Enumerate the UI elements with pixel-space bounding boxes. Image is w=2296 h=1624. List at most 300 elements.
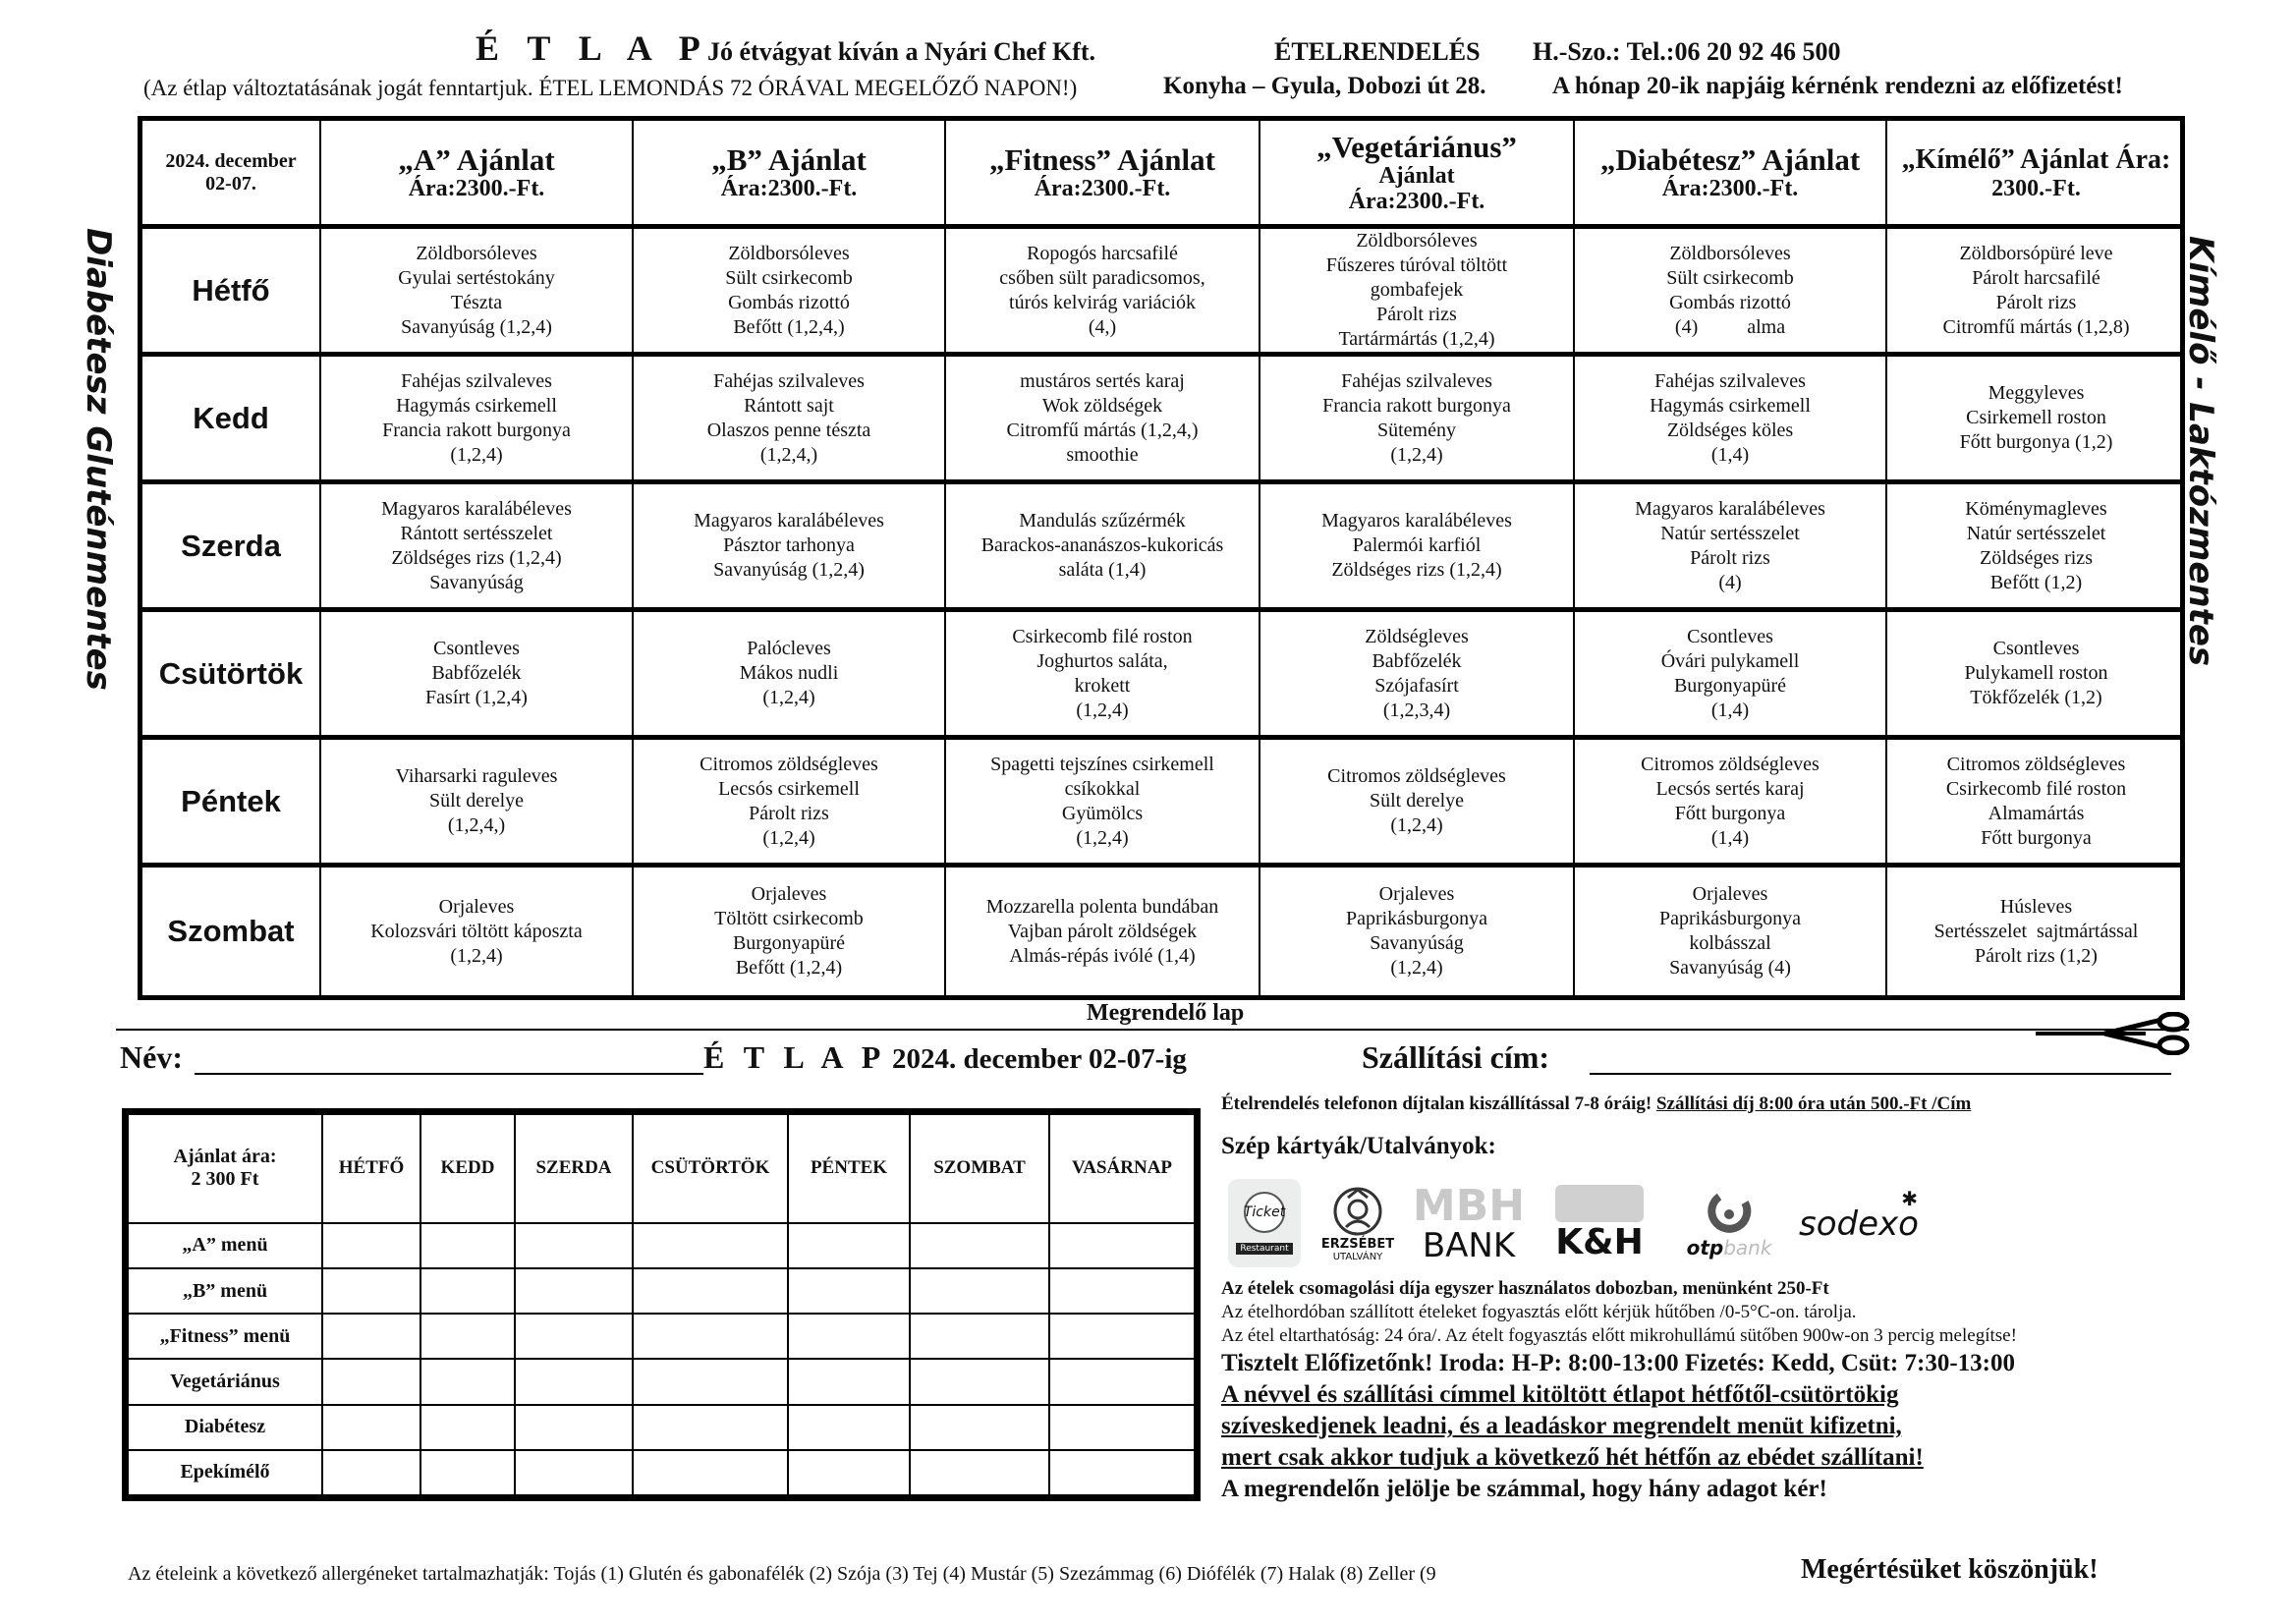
dish-line: Hagymás csirkemell xyxy=(1650,394,1811,417)
address-field[interactable] xyxy=(1590,1073,2171,1075)
dish-line: Francia rakott burgonya xyxy=(382,419,571,441)
side-label-right: Kímélő - Laktózmentes xyxy=(2181,236,2220,667)
dish-line: Csontleves xyxy=(1687,625,1773,647)
slip-title: É T L A P xyxy=(703,1039,887,1075)
sodexo-logo-text: sodexo xyxy=(1799,1204,1919,1244)
mbh-logo-bank: BANK xyxy=(1422,1226,1516,1265)
menu-date-line1: 2024. december xyxy=(165,149,297,172)
dish-line: Citromos zöldségleves xyxy=(1641,753,1820,775)
header-kitchen-address: Konyha – Gyula, Dobozi út 28. xyxy=(1163,73,1486,99)
menu-cell xyxy=(1887,484,2185,607)
day-cell xyxy=(142,229,321,352)
dish-line: (1,2,4) xyxy=(1390,443,1443,466)
dish-line: Zöldséges köles xyxy=(1666,419,1794,441)
otp-logo-text: otp xyxy=(1686,1236,1724,1260)
offer-title: „Diabétesz” Ajánlat xyxy=(1599,141,1861,177)
menu-cell xyxy=(1887,357,2185,479)
col-szombat: SZOMBAT xyxy=(910,1114,1049,1223)
dish-line: Zöldborsóleves xyxy=(1356,230,1478,252)
dish-line: krokett xyxy=(1074,674,1131,697)
otp-bank-logo xyxy=(1680,1175,1778,1273)
col-vasarnap: VASÁRNAP xyxy=(1049,1114,1195,1223)
dish-line: Töltött csirkecomb xyxy=(714,908,864,929)
order-row-label: „Fitness” menü xyxy=(128,1314,322,1359)
day-name: Szerda xyxy=(181,528,281,563)
dish-line: Orjaleves xyxy=(751,883,827,905)
header-note: (Az étlap változtatásának jogát fenntartjuk. ÉTEL LEMONDÁS 72 ÓRÁVAL MEGELŐZŐ NAPON!) xyxy=(143,76,1078,100)
notice-line-3: mert csak akkor tudjuk a következő hét hétfőn az ebédet szállítani! xyxy=(1221,1444,1924,1471)
offer-header-kimelo xyxy=(1887,121,2185,224)
menu-day-row xyxy=(142,229,2180,357)
dish-line: Magyaros karalábéleves xyxy=(1635,497,1825,520)
scissors-icon xyxy=(2036,1012,2193,1055)
header-wish: Jó étvágyat kíván a Nyári Chef Kft. xyxy=(707,37,1096,66)
dish-line: Orjaleves xyxy=(1692,883,1768,905)
menu-cell xyxy=(321,740,634,863)
menu-cell xyxy=(321,612,634,735)
order-quantity-cell[interactable] xyxy=(788,1450,910,1495)
dish-line: Meggyleves xyxy=(1988,382,2085,404)
dish-line: Zöldséges rizs xyxy=(1980,546,2093,569)
menu-cell xyxy=(634,740,946,863)
order-quantity-cell[interactable] xyxy=(420,1405,515,1450)
dish-line: Orjaleves xyxy=(1378,883,1455,905)
notice-line-1: A névvel és szállítási címmel kitöltött étlapot hétfőtől-csütörtökig xyxy=(1221,1381,1899,1408)
offer-title: „Vegetáriánus” xyxy=(1316,129,1517,164)
day-name: Kedd xyxy=(193,400,269,435)
menu-cell xyxy=(1887,868,2185,995)
dish-line: Csirkecomb filé roston xyxy=(1945,777,2127,800)
erzsebet-logo xyxy=(1318,1175,1397,1273)
order-quantity-cell[interactable] xyxy=(420,1359,515,1404)
order-row-label: „A” menü xyxy=(128,1223,322,1268)
price-cell xyxy=(128,1114,322,1223)
dish-line: (1,4) xyxy=(1710,826,1750,849)
offer-header-fitness xyxy=(946,121,1260,224)
order-quantity-cell[interactable] xyxy=(1049,1405,1195,1450)
price-label: Ajánlat ára: xyxy=(173,1146,277,1168)
dish-line: Tökfőzelék (1,2) xyxy=(1970,687,2102,708)
dish-line: Almás-répás ivólé (1,4) xyxy=(1009,944,1196,967)
order-quantity-cell[interactable] xyxy=(633,1405,788,1450)
order-quantity-cell[interactable] xyxy=(322,1405,420,1450)
dish-line: (1,4) xyxy=(1710,699,1750,721)
dish-line: (1,2,4,) xyxy=(447,814,506,836)
menu-cell xyxy=(1260,357,1575,479)
dish-line: Vajban párolt zöldségek xyxy=(1007,920,1198,942)
dish-line: Főtt burgonya xyxy=(1981,826,2092,849)
order-quantity-cell[interactable] xyxy=(322,1314,420,1359)
day-name: Hétfő xyxy=(192,272,270,308)
menu-cell xyxy=(1260,484,1575,607)
menu-cell xyxy=(321,357,634,479)
offer-header-b xyxy=(634,121,946,224)
dish-line: Mozzarella polenta bundában xyxy=(985,895,1219,918)
menu-cell xyxy=(946,357,1260,479)
dish-line: Citromos zöldségleves xyxy=(1327,765,1506,787)
order-row xyxy=(128,1359,1195,1404)
menu-cell xyxy=(321,229,634,352)
dish-line: Befőtt (1,2,4) xyxy=(735,957,843,979)
order-quantity-cell[interactable] xyxy=(788,1314,910,1359)
order-row-label: „B” menü xyxy=(128,1268,322,1314)
cards-title: Szép kártyák/Utalványok: xyxy=(1221,1133,1496,1159)
voucher-logos xyxy=(1228,1175,1955,1273)
erzsebet-logo-text: ERZSÉBET xyxy=(1320,1237,1395,1252)
menu-cell xyxy=(321,868,634,995)
offer-title: „B” Ajánlat xyxy=(711,141,867,177)
menu-cell xyxy=(1260,229,1575,352)
offer-title: „A” Ajánlat xyxy=(398,141,555,177)
dish-line: Sült derelye xyxy=(428,790,525,812)
dish-line: Húsleves xyxy=(1999,895,2073,918)
order-quantity-cell[interactable] xyxy=(633,1314,788,1359)
dish-line: Zöldborsóleves xyxy=(1669,242,1791,264)
weekly-menu-table xyxy=(138,116,2185,1000)
notice-line-4: A megrendelőn jelölje be számmal, hogy hány adagot kér! xyxy=(1221,1476,1827,1502)
order-quantity-cell[interactable] xyxy=(633,1223,788,1268)
menu-cell xyxy=(1260,868,1575,995)
order-quantity-cell[interactable] xyxy=(515,1268,633,1314)
menu-cell xyxy=(1575,357,1887,479)
dish-line: Befőtt (1,2,4,) xyxy=(733,315,845,338)
delivery-free-text: Ételrendelés telefonon díjtalan kiszállítással 7-8 óráig! xyxy=(1221,1093,1652,1114)
dish-line: Wok zöldségek xyxy=(1041,394,1163,417)
menu-cell xyxy=(1575,740,1887,863)
order-quantity-cell[interactable] xyxy=(633,1450,788,1495)
order-quantity-cell[interactable] xyxy=(910,1268,1049,1314)
dish-line: Savanyúság (4) xyxy=(1669,957,1791,979)
dish-line: Olaszos penne tészta xyxy=(706,419,871,441)
dish-line: Savanyúság xyxy=(1370,932,1464,954)
col-pentek: PÉNTEK xyxy=(788,1114,910,1223)
dish-line: Fűszeres túróval töltött xyxy=(1325,254,1508,276)
order-slip-label: Megrendelő lap xyxy=(1079,1000,1252,1027)
dish-line: gombafejek xyxy=(1370,279,1464,301)
order-quantity-cell[interactable] xyxy=(515,1450,633,1495)
dish-line: saláta (1,4) xyxy=(1058,559,1147,581)
order-quantity-cell[interactable] xyxy=(322,1223,420,1268)
office-hours: Tisztelt Előfizetőnk! Iroda: H-P: 8:00-13:00 Fizetés: Kedd, Csüt: 7:30-13:00 xyxy=(1221,1350,2015,1376)
order-quantity-cell[interactable] xyxy=(1049,1268,1195,1314)
offer-header-diabetes xyxy=(1575,121,1887,224)
menu-cell xyxy=(1575,868,1887,995)
thanks-text: Megértésüket köszönjük! xyxy=(1801,1554,2099,1585)
order-quantity-cell[interactable] xyxy=(322,1268,420,1314)
star-icon: ✱ xyxy=(1901,1187,1918,1210)
order-quantity-cell[interactable] xyxy=(910,1359,1049,1404)
order-quantity-cell[interactable] xyxy=(633,1359,788,1404)
menu-cell xyxy=(1575,229,1887,352)
day-cell xyxy=(142,484,321,607)
cut-line xyxy=(116,1029,2189,1031)
day-cell xyxy=(142,357,321,479)
dish-line: Citromfű mártás (1,2,8) xyxy=(1942,315,2130,338)
kh-logo-text: K&H xyxy=(1555,1222,1644,1262)
otp-logo-bank: bank xyxy=(1723,1236,1772,1260)
order-quantity-cell[interactable] xyxy=(420,1314,515,1359)
dish-line: Csontleves xyxy=(1992,638,2080,659)
dish-line: Hagymás csirkemell xyxy=(396,394,557,417)
order-row-label: Diabétesz xyxy=(128,1405,322,1450)
page-title: É T L A P xyxy=(476,28,710,68)
mbh-bank-logo xyxy=(1412,1177,1526,1271)
name-label: Név: xyxy=(120,1039,183,1075)
menu-date-line2: 02-07. xyxy=(205,172,256,195)
order-quantity-cell[interactable] xyxy=(633,1268,788,1314)
order-row-label: Vegetáriánus xyxy=(128,1359,322,1404)
dish-line: Almamártás xyxy=(1988,802,2085,824)
slip-title-date: 2024. december 02-07-ig xyxy=(892,1043,1187,1075)
dish-line: Kolozsvári töltött káposzta xyxy=(370,920,583,942)
dish-line: (1,2,4) xyxy=(450,443,503,466)
col-kedd: KEDD xyxy=(420,1114,515,1223)
dish-line: Pulykamell roston xyxy=(1964,662,2108,684)
offer-price: Ára:2300.-Ft. xyxy=(408,175,545,201)
erzsebet-logo-sub: UTALVÁNY xyxy=(1332,1252,1383,1262)
col-csutortok: CSÜTÖRTÖK xyxy=(633,1114,788,1223)
dish-line: Befőtt (1,2) xyxy=(1989,571,2083,593)
menu-date-cell xyxy=(142,121,321,224)
dish-line: Ropogós harcsafilé xyxy=(1027,242,1178,264)
order-row xyxy=(128,1314,1195,1359)
dish-line: (1,2,4) xyxy=(1390,957,1443,979)
menu-header-row xyxy=(142,121,2180,229)
dish-line: túrós kelvirág variációk xyxy=(1009,291,1196,313)
shelf-life-info: Az étel eltarthatóság: 24 óra/. Az ételt fogyasztás előtt mikrohullámú sütőben 900w-on 3 percig melegítse! xyxy=(1221,1325,2017,1346)
order-row xyxy=(128,1268,1195,1314)
dish-line: Babfőzelék xyxy=(1372,649,1462,672)
dish-line: Tartármártás (1,2,4) xyxy=(1338,328,1495,350)
dish-line: Paprikásburgonya xyxy=(1345,908,1488,929)
dish-line: Párolt rizs (1,2) xyxy=(1975,944,2098,967)
dish-line: Lecsós sertés karaj xyxy=(1655,777,1805,800)
dish-line: Főtt burgonya xyxy=(1674,802,1786,824)
dish-line: Sült csirkecomb xyxy=(725,266,853,289)
order-quantity-cell[interactable] xyxy=(322,1359,420,1404)
dish-line: Natúr sertésszelet xyxy=(1966,522,2106,544)
ticket-logo-text: Ticket xyxy=(1244,1192,1285,1233)
order-row xyxy=(128,1405,1195,1450)
dish-line: Főtt burgonya (1,2) xyxy=(1959,431,2113,453)
address-label: Szállítási cím: xyxy=(1362,1039,1550,1075)
ticket-logo-sub: Restaurant xyxy=(1236,1243,1292,1255)
dish-line: (1,2,3,4) xyxy=(1382,699,1451,721)
dish-line: Palócleves xyxy=(747,638,831,659)
dish-line: Köménymagleves xyxy=(1965,497,2107,520)
order-rows xyxy=(128,1223,1195,1495)
offer-price: 2300.-Ft. xyxy=(1991,175,2081,201)
dish-line: Párolt harcsafilé xyxy=(1972,266,2100,289)
menu-cell xyxy=(1260,740,1575,863)
dish-line: (1,2,4) xyxy=(762,826,815,849)
order-quantity-cell[interactable] xyxy=(788,1359,910,1404)
dish-line: Csirkecomb filé roston xyxy=(1012,625,1193,647)
dish-line: Zöldségleves xyxy=(1365,625,1469,647)
order-table-header xyxy=(128,1114,1195,1223)
dish-line: csőben sült paradicsomos, xyxy=(999,266,1205,289)
dish-line: Sütemény xyxy=(1377,419,1456,441)
order-quantity-cell[interactable] xyxy=(788,1268,910,1314)
delivery-fee-text: Szállítási díj 8:00 óra után 500.-Ft /Cím xyxy=(1655,1093,1972,1114)
dish-line: smoothie xyxy=(1066,443,1139,466)
packaging-info: Az ételek csomagolási díja egyszer használatos dobozban, menünként 250-Ft xyxy=(1221,1278,1829,1299)
order-quantity-cell[interactable] xyxy=(910,1450,1049,1495)
dish-line: Orjaleves xyxy=(438,895,515,918)
dish-line: Óvári pulykamell xyxy=(1660,649,1800,672)
dish-line: Párolt rizs xyxy=(1690,546,1770,569)
dish-line: Paprikásburgonya xyxy=(1658,908,1802,929)
col-szerda: SZERDA xyxy=(515,1114,633,1223)
dish-line: Csontleves xyxy=(433,638,520,659)
dish-line: Lecsós csirkemell xyxy=(718,777,860,800)
kh-logo xyxy=(1540,1179,1658,1269)
dish-line: (1,2,4,) xyxy=(759,443,818,466)
dish-line: Párolt rizs xyxy=(1995,291,2077,313)
header-phone: H.-Szo.: Tel.:06 20 92 46 500 xyxy=(1533,37,1841,66)
order-quantity-cell[interactable] xyxy=(910,1405,1049,1450)
order-row-label: Epekímélő xyxy=(128,1450,322,1495)
order-quantity-cell[interactable] xyxy=(515,1223,633,1268)
menu-day-row xyxy=(142,612,2180,740)
dish-line: Savanyúság (1,2,4) xyxy=(713,559,865,581)
kh-emblem-icon xyxy=(1555,1185,1644,1222)
erzsebet-emblem-icon xyxy=(1332,1186,1383,1237)
dish-line: Párolt rizs xyxy=(1376,304,1457,325)
offer-price: Ára:2300.-Ft. xyxy=(1034,175,1171,201)
dish-line: Gyulai sertéstokány xyxy=(398,266,555,289)
order-row xyxy=(128,1450,1195,1495)
order-quantity-cell[interactable] xyxy=(420,1268,515,1314)
order-quantity-cell[interactable] xyxy=(788,1405,910,1450)
day-cell xyxy=(142,740,321,863)
dish-line: (4,) xyxy=(1088,315,1117,338)
dish-line: csíkokkal xyxy=(1064,777,1141,800)
order-quantity-cell[interactable] xyxy=(322,1450,420,1495)
day-name: Péntek xyxy=(181,783,281,818)
sodexo-logo xyxy=(1790,1187,1928,1254)
dish-line: (1,2,4) xyxy=(762,687,815,708)
order-quantity-cell[interactable] xyxy=(515,1359,633,1404)
dish-line: Zöldborsóleves xyxy=(416,242,537,264)
dish-line: (1,2,4) xyxy=(1390,814,1443,836)
dish-line: Mandulás szűzérmék xyxy=(1019,510,1186,532)
order-quantity-cell[interactable] xyxy=(910,1223,1049,1268)
header-subscription-note: A hónap 20-ik napjáig kérnénk rendezni az előfizetést! xyxy=(1552,73,2123,99)
col-hetfo: HÉTFŐ xyxy=(322,1114,420,1223)
menu-cell xyxy=(634,612,946,735)
dish-line: Magyaros karalábéleves xyxy=(694,510,884,532)
day-cell xyxy=(142,612,321,735)
dish-line: Gombás rizottó xyxy=(728,291,850,313)
dish-line: Fasírt (1,2,4) xyxy=(425,687,528,708)
menu-day-row xyxy=(142,740,2180,868)
menu-cell xyxy=(1887,612,2185,735)
dish-line: Joghurtos saláta, xyxy=(1036,649,1168,672)
day-name: Csütörtök xyxy=(158,655,304,691)
menu-cell xyxy=(946,229,1260,352)
order-table xyxy=(122,1108,1201,1501)
dish-line: (1,2,4) xyxy=(1076,699,1129,721)
dish-line: Natúr sertésszelet xyxy=(1660,522,1800,544)
offer-header-vegetarian xyxy=(1260,121,1575,224)
menu-cell xyxy=(634,229,946,352)
menu-cell xyxy=(1575,484,1887,607)
offer-title: „Fitness” Ajánlat xyxy=(989,141,1215,177)
dish-line: Savanyúság (1,2,4) xyxy=(401,315,552,338)
otp-emblem-icon xyxy=(1706,1189,1753,1236)
dish-line: (4) alma xyxy=(1674,315,1786,338)
order-quantity-cell[interactable] xyxy=(515,1405,633,1450)
name-field[interactable] xyxy=(195,1073,703,1075)
dish-line: Fahéjas szilvaleves xyxy=(713,369,865,392)
order-quantity-cell[interactable] xyxy=(1049,1314,1195,1359)
order-quantity-cell[interactable] xyxy=(1049,1450,1195,1495)
dish-line: (1,2,4) xyxy=(450,944,503,967)
dish-line: Burgonyapüré xyxy=(732,932,846,954)
dish-line: Fahéjas szilvaleves xyxy=(1654,369,1806,392)
menu-cell xyxy=(946,612,1260,735)
menu-cell xyxy=(1260,612,1575,735)
delivery-info xyxy=(1221,1093,1971,1115)
allergen-footer: Az ételeink a következő allergéneket tartalmazhatják: Tojás (1) Glutén és gabonafélék (2) Szója (3) Tej (4) Mustár (5) Szezámmag (6) Diófélék (7) Halak (8) Zeller (9 xyxy=(128,1563,1436,1585)
dish-line: Viharsarki raguleves xyxy=(395,765,558,787)
order-quantity-cell[interactable] xyxy=(910,1314,1049,1359)
offer-price: Ára:2300.-Ft. xyxy=(1661,175,1799,201)
dish-line: Babfőzelék xyxy=(431,662,522,684)
dish-line: Sertésszelet sajtmártással xyxy=(1933,920,2139,942)
order-quantity-cell[interactable] xyxy=(515,1314,633,1359)
storage-info: Az ételhordóban szállított ételeket fogyasztás előtt kérjük hűtőben /0-5°C-on. tárolja. xyxy=(1221,1302,1857,1322)
menu-cell xyxy=(1575,612,1887,735)
dish-line: Szójafasírt xyxy=(1374,674,1459,697)
menu-cell xyxy=(946,740,1260,863)
dish-line: Tészta xyxy=(450,291,503,313)
menu-cell xyxy=(946,868,1260,995)
dish-line: Rántott sertésszelet xyxy=(400,522,553,544)
header-ordering: ÉTELRENDELÉS xyxy=(1274,37,1481,66)
offer-subtitle: Ajánlat xyxy=(1378,162,1455,189)
order-quantity-cell[interactable] xyxy=(788,1223,910,1268)
menu-day-row xyxy=(142,868,2180,995)
offer-header-a xyxy=(321,121,634,224)
menu-cell xyxy=(321,484,634,607)
side-label-left: Diabétesz Gluténmentes xyxy=(79,228,118,691)
dish-line: Citromfű mártás (1,2,4,) xyxy=(1006,419,1199,441)
dish-line: (4) xyxy=(1718,571,1742,593)
dish-line: Gyümölcs xyxy=(1061,802,1144,824)
dish-line: Párolt rizs xyxy=(749,802,829,824)
dish-line: Zöldborsópüré leve xyxy=(1959,242,2113,264)
dish-line: Sült csirkecomb xyxy=(1666,266,1794,289)
mbh-logo-text: MBH xyxy=(1412,1181,1526,1231)
order-quantity-cell[interactable] xyxy=(420,1450,515,1495)
dish-line: Rántott sajt xyxy=(744,394,834,417)
order-quantity-cell[interactable] xyxy=(1049,1223,1195,1268)
menu-cell xyxy=(634,484,946,607)
menu-cell xyxy=(946,484,1260,607)
dish-line: Pásztor tarhonya xyxy=(723,534,855,556)
dish-line: Barackos-ananászos-kukoricás xyxy=(980,534,1224,556)
dish-line: Magyaros karalábéleves xyxy=(381,497,572,520)
order-quantity-cell[interactable] xyxy=(420,1223,515,1268)
price-value: 2 300 Ft xyxy=(191,1168,259,1191)
dish-line: Zöldséges rizs (1,2,4) xyxy=(391,546,562,569)
dish-line: Csirkemell roston xyxy=(1966,407,2106,428)
dish-line: Mákos nudli xyxy=(739,662,839,684)
order-quantity-cell[interactable] xyxy=(1049,1359,1195,1404)
dish-line: Fahéjas szilvaleves xyxy=(401,369,552,392)
